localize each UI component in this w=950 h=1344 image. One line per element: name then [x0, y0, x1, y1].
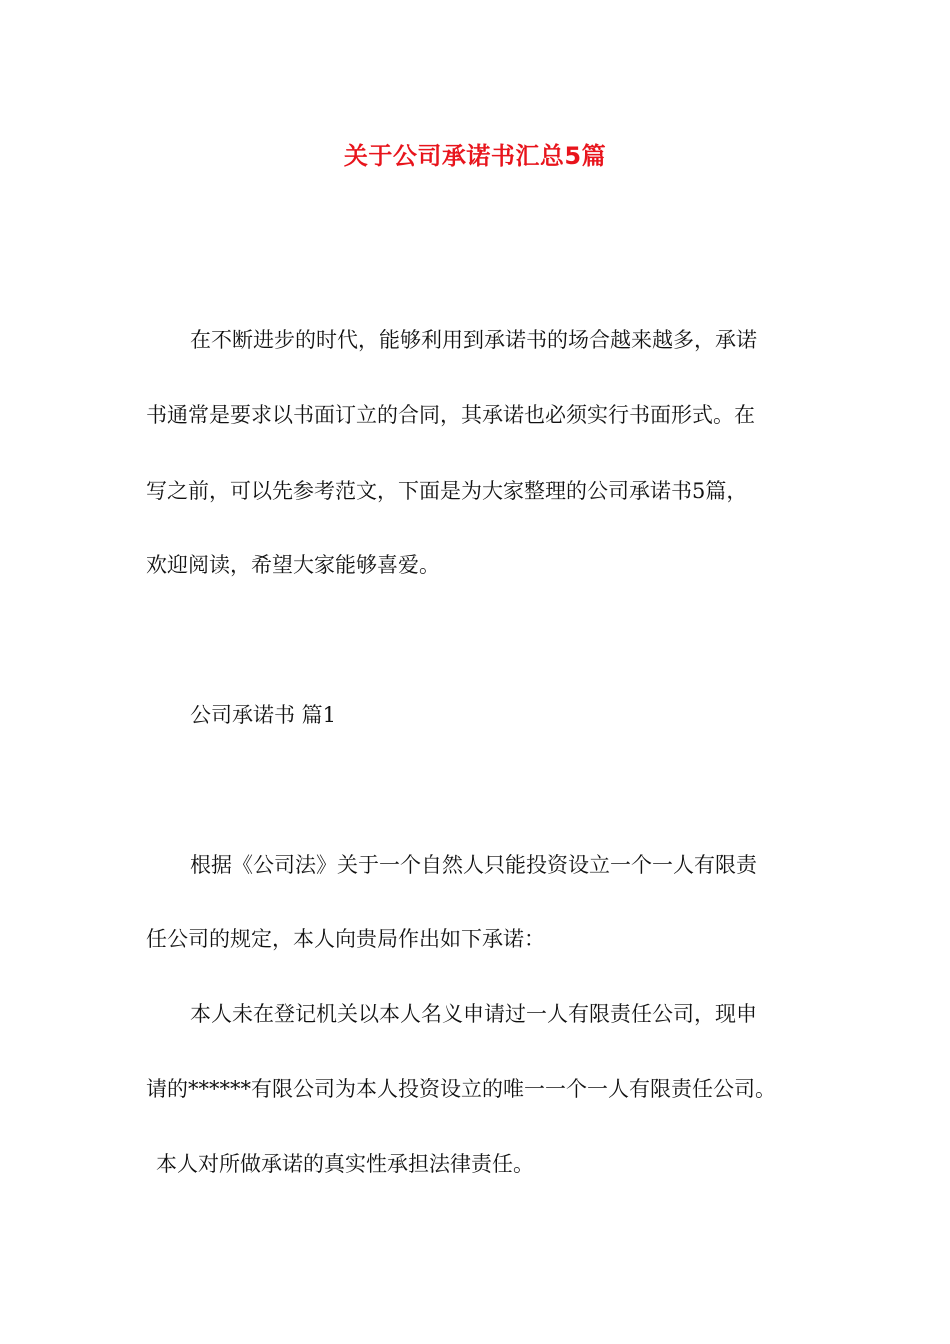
document-title: 关于公司承诺书汇总5篇 [343, 142, 607, 170]
section-body-line-4: 请的******有限公司为本人投资设立的唯一一个一人有限责任公司。 [146, 1077, 776, 1101]
section-body-line-2: 任公司的规定，本人向贵局作出如下承诺： [146, 927, 545, 951]
intro-line-1: 在不断进步的时代，能够利用到承诺书的场合越来越多，承诺 [190, 328, 757, 352]
section-body-line-5: 本人对所做承诺的真实性承担法律责任。 [156, 1152, 534, 1176]
section-body-line-3: 本人未在登记机关以本人名义申请过一人有限责任公司，现申 [190, 1002, 757, 1026]
section-body-line-1: 根据《公司法》关于一个自然人只能投资设立一个一人有限责 [190, 853, 757, 877]
intro-line-3: 写之前，可以先参考范文，下面是为大家整理的公司承诺书5篇， [146, 479, 748, 503]
section-heading: 公司承诺书 篇1 [190, 703, 337, 727]
intro-line-4: 欢迎阅读，希望大家能够喜爱。 [146, 553, 440, 577]
intro-line-2: 书通常是要求以书面订立的合同，其承诺也必须实行书面形式。在 [146, 403, 755, 427]
